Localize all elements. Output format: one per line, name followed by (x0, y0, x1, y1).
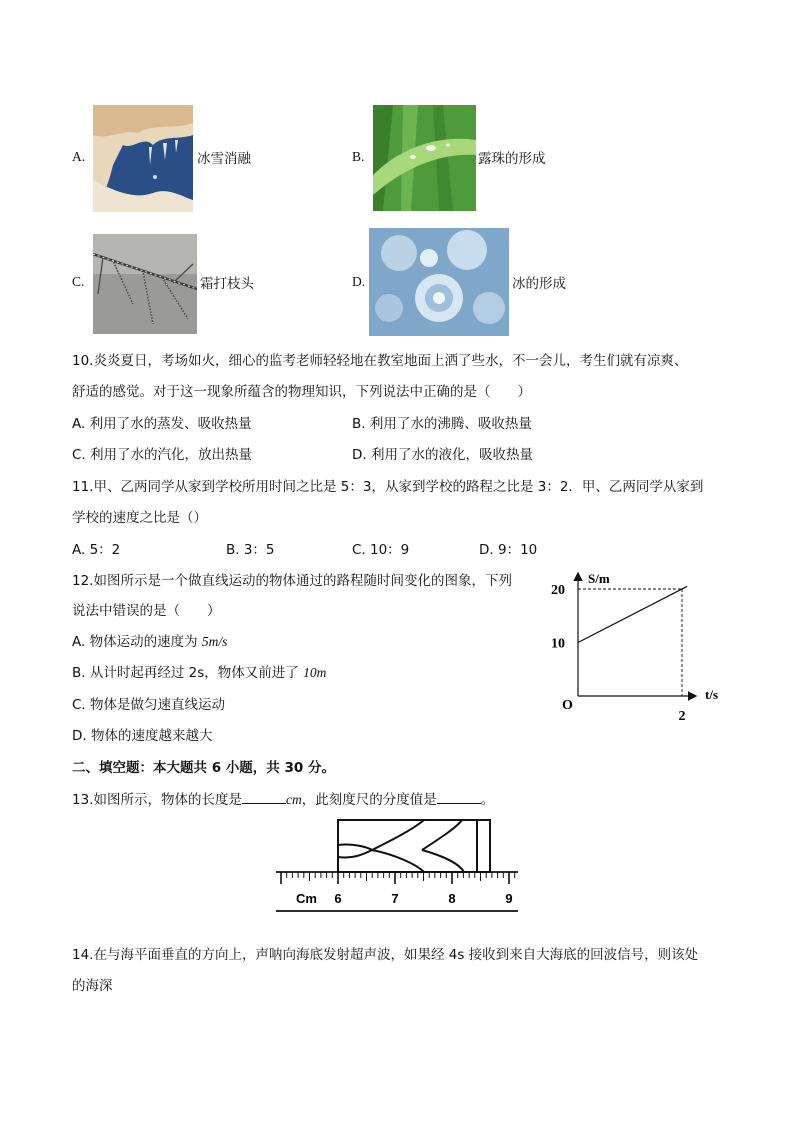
ice-crystal-photo (369, 228, 509, 336)
question-11-stem-cont: 学校的速度之比是（） (72, 510, 207, 526)
question-11-option-c: C. 10：9 (352, 542, 410, 558)
ruler-number: 6 (334, 891, 342, 906)
stem-text: 13.如图所示，物体的长度是 (72, 792, 242, 808)
option-text: A. 物体运动的速度为 (72, 634, 202, 650)
question-12-option-a (72, 632, 227, 652)
option-c-caption: 霜打枝头 (200, 276, 254, 292)
question-10-stem: 10.炎炎夏日，考场如火，细心的监考老师轻轻地在教室地面上洒了些水，不一会儿，考生们就有凉爽、 (72, 353, 688, 369)
option-b-caption: 露珠的形成 (478, 151, 546, 167)
option-d-letter: D. (352, 274, 366, 289)
ruler-number: 9 (505, 891, 513, 906)
unit: cm (285, 792, 302, 807)
ruler-ticks (281, 872, 515, 884)
option-text: B. 从计时起再经过 2s，物体又前进了 (72, 665, 304, 681)
frost-on-branch-photo (93, 234, 197, 334)
question-10-option-d: D. 利用了水的液化，吸收热量 (352, 447, 533, 463)
ruler-unit-label: Cm (296, 891, 317, 906)
question-11-option-d: D. 9：10 (479, 542, 538, 558)
question-12-option-b (72, 663, 326, 683)
question-14-stem: 14.在与海平面垂直的方向上，声呐向海底发射超声波，如果经 4s 接收到来自大海底的回波信号，则该处 (72, 947, 699, 963)
option-a-caption: 冰雪消融 (197, 151, 251, 167)
section-heading: 二、填空题：本大题共 6 小题，共 30 分。 (72, 760, 335, 776)
question-10-option-b: B. 利用了水的沸腾、吸收热量 (352, 416, 532, 432)
question-12-stem: 12.如图所示是一个做直线运动的物体通过的路程随时间变化的图象，下列 (72, 573, 512, 589)
ruler-figure (272, 815, 522, 915)
option-value: 10m (303, 665, 327, 680)
melting-ice-photo (93, 105, 193, 212)
question-13-stem (72, 789, 494, 810)
x-axis-label: t/s (705, 687, 718, 702)
stem-text: 。 (480, 792, 495, 808)
series-line (578, 586, 687, 642)
ruler-number: 8 (448, 891, 456, 906)
answer-blank[interactable] (437, 789, 481, 804)
object-curve (338, 820, 424, 872)
option-c-letter: C. (72, 274, 85, 289)
question-11-option-b: B. 3：5 (226, 542, 275, 558)
question-10-option-a: A. 利用了水的蒸发、吸收热量 (72, 416, 252, 432)
y-axis-label: S/m (588, 571, 610, 586)
answer-blank[interactable] (242, 789, 286, 804)
ruler-number: 7 (391, 891, 399, 906)
question-10-stem-cont: 舒适的感觉。对于这一现象所蕴含的物理知识，下列说法中正确的是（ ） (72, 384, 531, 400)
question-10-option-c: C. 利用了水的汽化，放出热量 (72, 447, 253, 463)
y-tick-label: 10 (551, 636, 565, 652)
question-14-stem-cont: 的海深 (72, 978, 113, 994)
option-d-caption: 冰的形成 (512, 276, 566, 292)
y-tick-label: 20 (551, 583, 565, 598)
question-12-option-c: C. 物体是做匀速直线运动 (72, 697, 226, 713)
object-curve (422, 820, 477, 872)
option-b-letter: B. (352, 149, 365, 164)
origin-label: O (562, 698, 573, 713)
x-tick-label: 2 (678, 709, 686, 723)
s-t-graph (545, 568, 725, 723)
option-value: 5m/s (201, 634, 228, 649)
question-12-stem-cont: 说法中错误的是（ ） (72, 603, 221, 619)
dew-on-leaf-photo (373, 105, 476, 211)
question-11-option-a: A. 5：2 (72, 542, 121, 558)
option-a-letter: A. (72, 149, 86, 164)
stem-text: ，此刻度尺的分度值是 (301, 792, 437, 808)
question-12-option-d: D. 物体的速度越来越大 (72, 728, 213, 744)
question-11-stem: 11.甲、乙两同学从家到学校所用时间之比是 5：3，从家到学校的路程之比是 3：2．甲、乙两同学从家到 (72, 479, 704, 495)
